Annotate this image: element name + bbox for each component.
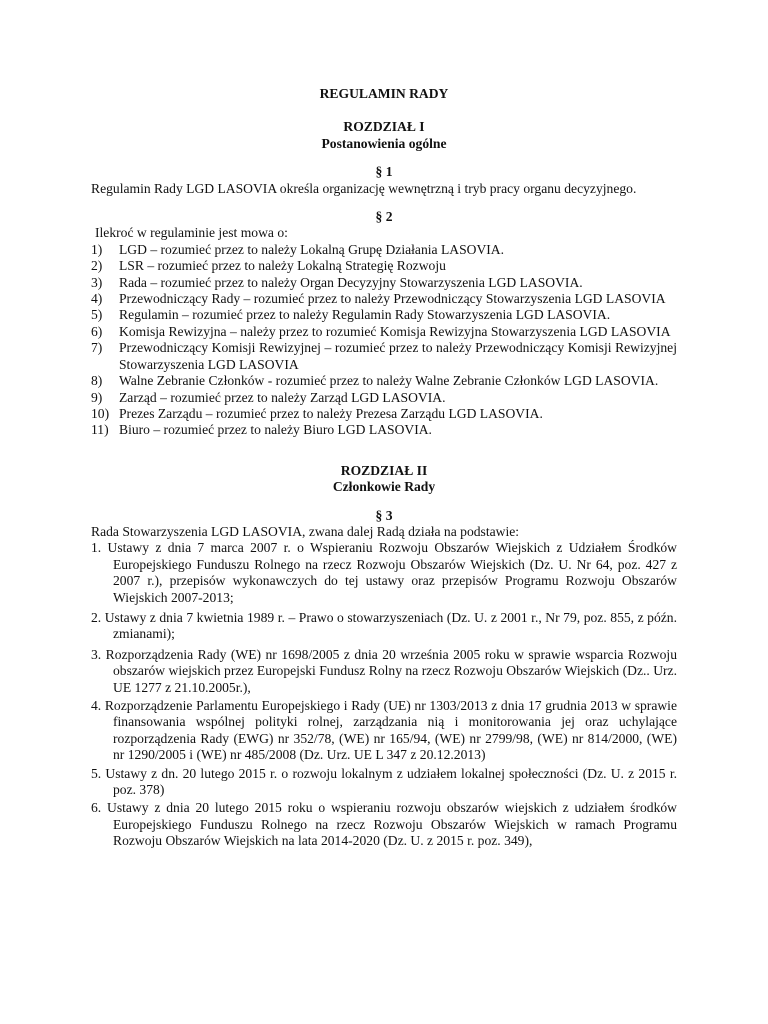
item-number: 9) bbox=[91, 389, 103, 405]
chapter-2-subheading: Członkowie Rady bbox=[332, 479, 436, 495]
list-item: 2. Ustawy z dnia 7 kwietnia 1989 r. – Prawo o stowarzyszeniach (Dz. U. z 2001 r., Nr 79, poz. 855, z późn. zmianami); bbox=[91, 609, 677, 642]
chapter-1-heading: ROZDZIAŁ I bbox=[343, 119, 425, 135]
list-item bbox=[91, 422, 677, 438]
section-1-text: Regulamin Rady LGD LASOVIA określa organizację wewnętrzną i tryb pracy organu decyzyjnego. bbox=[91, 180, 637, 196]
item-text: Regulamin – rozumieć przez to należy Regulamin Rady Stowarzyszenia LGD LASOVIA. bbox=[119, 307, 611, 323]
item-number: 11) bbox=[91, 422, 109, 438]
item-text: LSR – rozumieć przez to należy Lokalną Strategię Rozwoju bbox=[119, 258, 446, 274]
item-text: Biuro – rozumieć przez to należy Biuro LGD LASOVIA. bbox=[119, 422, 432, 438]
item-text: Prezes Zarządu – rozumieć przez to należy Prezesa Zarządu LGD LASOVIA. bbox=[119, 405, 543, 421]
list-item: 4. Rozporządzenie Parlamentu Europejskiego i Rady (UE) nr 1303/2013 z dnia 17 grudnia 2013 w sprawie finansowania wspólnej polityki rolnej, zarządzania nią i monitorowania jej oraz uchylające rozporządzenia Rady (EWG) nr 352/78, (WE) nr 165/94, (WE) nr 2799/98, (WE) nr 814/2000, (WE) nr 1290/2005 i (WE) nr 485/2008 (Dz. Urz. UE L 347 z 20.12.2013) bbox=[91, 698, 677, 763]
item-number: 2) bbox=[91, 258, 103, 274]
item-number: 6) bbox=[91, 323, 103, 339]
list-item: 6. Ustawy z dnia 20 lutego 2015 roku o wspieraniu rozwoju obszarów wiejskich z udziałem środków Europejskiego Funduszu Rolnego na rzecz Rozwoju Obszarów Wiejskich w ramach Programu Rozwoju Obszarów Wiejskich na lata 2014-2020 (Dz. U. z 2015 r. poz. 349), bbox=[91, 800, 677, 849]
item-text: LGD – rozumieć przez to należy Lokalną Grupę Działania LASOVIA. bbox=[119, 241, 505, 257]
chapter-1-subheading: Postanowienia ogólne bbox=[321, 135, 447, 151]
list-item: 1. Ustawy z dnia 7 marca 2007 r. o Wspieraniu Rozwoju Obszarów Wiejskich z Udziałem Środków Europejskiego Funduszu Rolnego na rzecz Rozwoju Obszarów Wiejskich (Dz. U. Nr 64, poz. 427 z 2007 r.), przepisów wykonawczych do tej ustawy oraz przepisów Programu Rozwoju Obszarów Wiejskich 2007-2013; bbox=[91, 540, 677, 605]
item-number: 7) bbox=[91, 340, 103, 356]
definitions-list bbox=[91, 242, 677, 439]
section-1-mark: § 1 bbox=[375, 164, 393, 180]
section-3-mark: § 3 bbox=[375, 507, 393, 523]
legal-basis-list bbox=[91, 540, 677, 849]
chapter-2-heading: ROZDZIAŁ II bbox=[340, 462, 428, 478]
item-text: Przewodniczący Rady – rozumieć przez to należy Przewodniczący Stowarzyszenia LGD LASOVIA bbox=[119, 291, 666, 307]
list-item: 5. Ustawy z dn. 20 lutego 2015 r. o rozwoju lokalnym z udziałem lokalnej społeczności (Dz. U. z 2015 r. poz. 378) bbox=[91, 765, 677, 798]
list-item bbox=[91, 307, 677, 323]
section-2-intro: Ilekroć w regulaminie jest mowa o: bbox=[95, 225, 288, 241]
item-number: 4) bbox=[91, 291, 103, 307]
list-item bbox=[91, 390, 677, 406]
item-number: 5) bbox=[91, 307, 103, 323]
list-item bbox=[91, 242, 677, 258]
item-number: 1) bbox=[91, 241, 103, 257]
item-number: 8) bbox=[91, 373, 103, 389]
list-item bbox=[91, 406, 677, 422]
section-3-intro: Rada Stowarzyszenia LGD LASOVIA, zwana dalej Radą działa na podstawie: bbox=[91, 523, 520, 539]
item-number: 3) bbox=[91, 274, 103, 290]
item-text: Rada – rozumieć przez to należy Organ Decyzyjny Stowarzyszenia LGD LASOVIA. bbox=[119, 274, 583, 290]
list-item bbox=[91, 258, 677, 274]
item-text: Komisja Rewizyjna – należy przez to rozumieć Komisja Rewizyjna Stowarzyszenia LGD LASOVIA bbox=[119, 323, 671, 339]
section-2-mark: § 2 bbox=[375, 209, 393, 225]
item-number: 10) bbox=[91, 405, 110, 421]
list-item: 3. Rozporządzenia Rady (WE) nr 1698/2005 z dnia 20 września 2005 roku w sprawie wsparcia Rozwoju obszarów wiejskich przez Europejski Fundusz Rolny na rzecz Rozwoju Obszarów Wiejskich (Dz.. Urz. UE 1277 z 21.10.2005r.), bbox=[91, 646, 677, 695]
list-item bbox=[91, 340, 677, 373]
list-item bbox=[91, 324, 677, 340]
item-text: Zarząd – rozumieć przez to należy Zarząd LGD LASOVIA. bbox=[119, 389, 446, 405]
item-text: Walne Zebranie Członków - rozumieć przez to należy Walne Zebranie Członków LGD LASOVIA. bbox=[119, 373, 659, 389]
document-title: REGULAMIN RADY bbox=[319, 86, 449, 101]
item-text: Przewodniczący Komisji Rewizyjnej – rozumieć przez to należy Przewodniczący Komisji Rewizyjnej Stowarzyszenia LGD LASOVIA bbox=[119, 340, 677, 372]
list-item bbox=[91, 373, 677, 389]
document-page bbox=[91, 86, 677, 852]
list-item bbox=[91, 291, 677, 307]
list-item bbox=[91, 275, 677, 291]
